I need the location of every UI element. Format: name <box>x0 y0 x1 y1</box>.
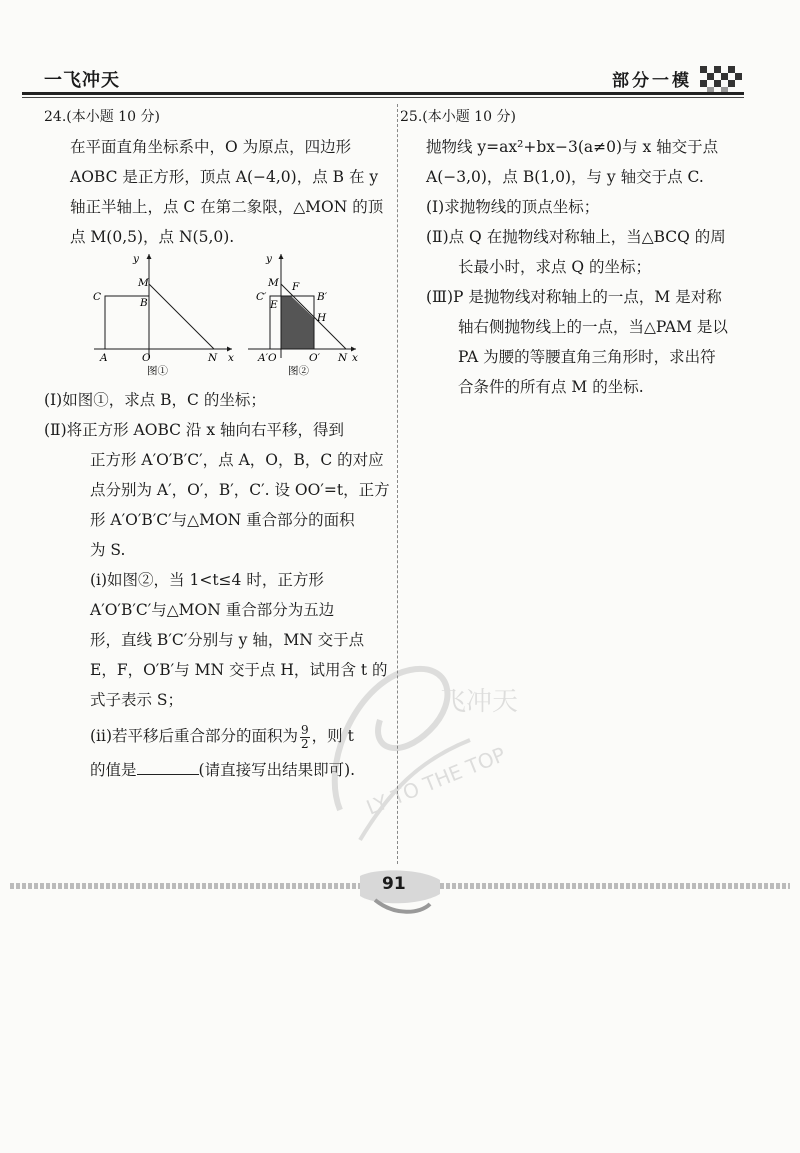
q25-part2-line: (Ⅱ)点 Q 在抛物线对称轴上，当△BCQ 的周 <box>426 228 726 246</box>
fig2-label-H: H <box>317 312 327 324</box>
fig2-caption: 图② <box>288 365 309 376</box>
fig2-label-y: y <box>266 253 272 265</box>
fig2-label-F: F <box>292 281 300 293</box>
fig1-caption: 图① <box>147 365 168 376</box>
fig1-label-M: M <box>138 277 149 289</box>
fig1-label-A: A <box>100 352 108 364</box>
q24-part2-line: 正方形 A′O′B′C′，点 A，O，B，C 的对应 <box>90 451 384 469</box>
fraction-denominator: 2 <box>301 736 309 751</box>
q25-intro-line: A(−3,0)，点 B(1,0)，与 y 轴交于点 C. <box>426 168 704 186</box>
q24-heading: 24.(本小题 10 分) <box>44 109 160 125</box>
q24-part2-line: 点分别为 A′，O′，B′，C′. 设 OO′=t，正方 <box>90 481 390 499</box>
answer-blank[interactable] <box>137 756 199 775</box>
q24-figures <box>88 248 358 376</box>
q24-part2i-line: E，F，O′B′与 MN 交于点 H，试用含 t 的 <box>90 661 388 679</box>
q24-part2i-line: A′O′B′C′与△MON 重合部分为五边 <box>90 601 335 619</box>
watermark-cn: 飞冲天 <box>440 687 519 717</box>
q24-part2-line: 形 A′O′B′C′与△MON 重合部分的面积 <box>90 511 355 529</box>
q24-part2-line: 为 S. <box>90 541 126 559</box>
question-25 <box>400 102 728 402</box>
q24-part2ii-note: (请直接写出结果即可). <box>198 761 356 779</box>
q25-part3-line: (Ⅲ)P 是抛物线对称轴上的一点，M 是对称 <box>426 288 722 306</box>
fig2-label-M: M <box>268 277 279 289</box>
fraction-numerator: 9 <box>301 722 309 737</box>
watermark-logo <box>300 640 540 860</box>
fig2-label-O1: O′ <box>309 352 320 364</box>
q25-part1: (Ⅰ)求抛物线的顶点坐标； <box>426 198 600 216</box>
watermark-en: LY TO THE TOP <box>362 742 509 820</box>
q24-part2ii-prompt: 的值是 <box>90 761 137 779</box>
fig2-label-x: x <box>352 352 358 364</box>
fig2-label-B1: B′ <box>317 291 328 303</box>
fig2-label-C1: C′ <box>256 291 267 303</box>
q24-intro-line: 在平面直角坐标系中，O 为原点，四边形 <box>70 138 352 156</box>
overlap-region <box>281 296 314 349</box>
q24-part2ii-text-end: ，则 t <box>311 727 354 745</box>
fig1-label-C: C <box>93 291 102 303</box>
checker-decoration-icon <box>700 66 746 94</box>
q25-part2-line: 长最小时，求点 Q 的坐标； <box>458 258 652 276</box>
page-number: 91 <box>382 874 406 894</box>
fig1-label-x: x <box>228 352 234 364</box>
q24-part2i-line: 式子表示 S； <box>90 691 184 709</box>
fig1-label-B: B <box>140 297 148 309</box>
fig1-label-y: y <box>133 253 139 265</box>
fig1-label-O: O <box>142 352 151 364</box>
q24-part2i-line: (ⅰ)如图②，当 1<t≤4 时，正方形 <box>90 571 324 589</box>
figure-1 <box>94 254 232 358</box>
q24-part2i-line: 形，直线 B′C′分别与 y 轴，MN 交于点 <box>90 631 365 649</box>
q25-part3-line: 轴右侧抛物线上的一点，当△PAM 是以 <box>458 318 728 336</box>
header-right-title: 部分一模 <box>612 71 692 91</box>
fig2-label-A1O: A′O <box>258 352 277 364</box>
header-left-title: 一飞冲天 <box>44 70 120 91</box>
header-rule-thin <box>22 97 744 98</box>
q24-intro-line: 轴正半轴上，点 C 在第二象限，△MON 的顶 <box>70 198 384 216</box>
q25-part3-line: 合条件的所有点 M 的坐标. <box>458 378 644 396</box>
q24-part2ii-text: (ⅱ)若平移后重合部分的面积为 <box>90 727 299 745</box>
q25-part3-line: PA 为腰的等腰直角三角形时，求出符 <box>458 348 716 366</box>
q25-intro-line: 抛物线 y=ax²+bx−3(a≠0)与 x 轴交于点 <box>426 138 719 156</box>
q24-intro-line: 点 M(0,5)，点 N(5,0). <box>70 228 235 246</box>
q24-intro-line: AOBC 是正方形，顶点 A(−4,0)，点 B 在 y <box>70 168 379 186</box>
header-rule <box>22 92 744 95</box>
q24-part1: (Ⅰ)如图①，求点 B，C 的坐标； <box>44 391 266 409</box>
fig1-label-N: N <box>208 352 218 364</box>
fig2-label-E: E <box>270 299 278 311</box>
fig2-label-N: N <box>338 352 348 364</box>
q25-heading: 25.(本小题 10 分) <box>400 109 516 125</box>
question-24 <box>44 102 383 252</box>
q24-part2-line: (Ⅱ)将正方形 AOBC 沿 x 轴向右平移，得到 <box>44 421 345 439</box>
